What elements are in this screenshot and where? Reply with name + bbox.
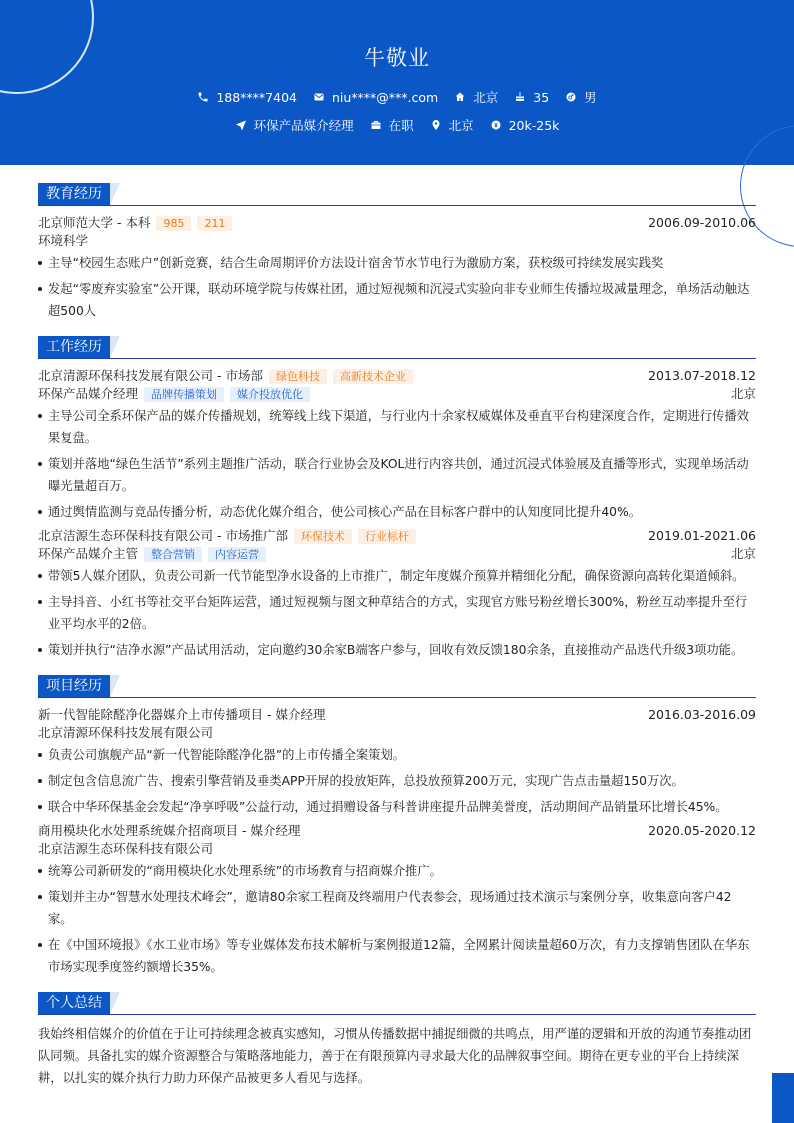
company-name: 北京清源环保科技发展有限公司 - 市场部 [38, 368, 263, 383]
location-text: 北京 [473, 90, 499, 105]
list-item: 策划并主办“智慧水处理技术峰会”，邀请80余家工程商及终端用户代表参会，现场通过技术演示与案例分享，收集意向客户42家。 [38, 886, 756, 930]
job-role: 环保产品媒介经理 [38, 386, 139, 401]
work-period: 2019.01-2021.06 [648, 528, 756, 543]
section-header [38, 183, 756, 206]
project-name: 商用模块化水处理系统媒介招商项目 - 媒介经理 [38, 823, 301, 838]
project-name: 新一代智能除醛净化器媒介上市传播项目 - 媒介经理 [38, 707, 326, 722]
work-section [38, 336, 756, 661]
role-tag: 整合营销 [144, 547, 202, 562]
list-item: 发起“零废弃实验室”公开课，联动环境学院与传媒社团，通过短视频和沉浸式实验向非专业师生传播垃圾减量理念，单场活动触达超500人 [38, 278, 756, 322]
project-company: 北京清源环保科技发展有限公司 [38, 725, 214, 740]
salary-info [490, 118, 560, 133]
company-name: 北京洁源生态环保科技有限公司 - 市场推广部 [38, 528, 288, 543]
project-company: 北京洁源生态环保科技有限公司 [38, 841, 214, 856]
education-row [38, 214, 756, 232]
company-tag: 绿色科技 [269, 369, 327, 384]
salary-text: 20k-25k [508, 117, 560, 133]
project-entry [38, 822, 756, 978]
school-name: 北京师范大学 - 本科 [38, 215, 151, 230]
project-bullets [38, 744, 756, 818]
list-item: 通过舆情监测与竞品传播分析，动态优化媒介组合，使公司核心产品在目标客户群中的认知度同比提升40%。 [38, 501, 756, 523]
project-period: 2016.03-2016.09 [648, 707, 756, 722]
work-title: 工作经历 [38, 336, 110, 358]
age-info [514, 90, 549, 105]
work-period: 2013.07-2018.12 [648, 368, 756, 383]
list-item: 联合中华环保基金会发起“净享呼吸”公益行动，通过捐赠设备与科普讲座提升品牌美誉度，活动期间产品销量环比增长45%。 [38, 796, 756, 818]
company-tag: 行业标杆 [358, 529, 416, 544]
education-period: 2006.09-2010.06 [648, 215, 756, 230]
mail-icon [313, 91, 325, 103]
list-item: 主导公司全系环保产品的媒介传播规划，统筹线上线下渠道，与行业内十余家权威媒体及垂直平台构建深度合作，定期进行传播效果复盘。 [38, 405, 756, 449]
education-bullets [38, 252, 756, 322]
project-bullets [38, 860, 756, 978]
section-header [38, 675, 756, 698]
work-city: 北京 [730, 386, 756, 401]
work-city: 北京 [730, 546, 756, 561]
list-item: 策划并执行“洁净水源”产品试用活动，定向邀约30余家B端客户参与，回收有效反馈180余条，直接推动产品迭代升级3项功能。 [38, 639, 756, 661]
briefcase-icon [370, 119, 382, 131]
project-entry [38, 706, 756, 818]
target-city-info [430, 116, 474, 134]
work-bullets [38, 405, 756, 523]
phone-info [197, 90, 297, 105]
projects-section [38, 675, 756, 978]
list-item: 在《中国环境报》《水工业市场》等专业媒体发布技术解析与案例报道12篇，全网累计阅读量超60万次，有力支撑销售团队在华东市场实现季度签约额增长35%。 [38, 934, 756, 978]
role-tag: 品牌传播策划 [144, 387, 224, 402]
contact-row [0, 88, 794, 106]
location-info [454, 88, 498, 106]
project-period: 2020.05-2020.12 [648, 823, 756, 838]
list-item: 主导抖音、小红书等社交平台矩阵运营，通过短视频与图文种草结合的方式，实现官方账号粉丝增长300%，粉丝互动率提升至行业平均水平的2倍。 [38, 591, 756, 635]
section-header [38, 336, 756, 359]
candidate-name: 牛敬业 [364, 46, 430, 70]
work-bullets [38, 565, 756, 661]
job-target-text: 环保产品媒介经理 [253, 118, 354, 133]
send-icon [235, 119, 247, 131]
education-section [38, 183, 756, 322]
status-info [370, 116, 414, 134]
company-tag: 环保技术 [294, 529, 352, 544]
email-text: niu****@***.com [331, 89, 439, 105]
education-title: 教育经历 [38, 183, 110, 205]
summary-text: 我始终相信媒介的价值在于让可持续理念被真实感知，习惯从传播数据中捕捉细微的共鸣点，用严谨的逻辑和开放的沟通节奏推动团队同频。具备扎实的媒介资源整合与策略落地能力，善于在有限预算内寻求最大化的品牌叙事空间。期待在更专业的平台上持续深耕，以扎实的媒介执行力助力环保产品被更多人看见与选择。 [38, 1027, 752, 1085]
school-tag: 985 [156, 216, 191, 231]
phone-icon [197, 91, 209, 103]
resume-body [38, 183, 756, 1103]
gender-text: 男 [584, 90, 597, 105]
summary-section [38, 992, 756, 1089]
list-item: 带领5人媒介团队，负责公司新一代节能型净水设备的上市推广，制定年度媒介预算并精细化分配，确保资源向高转化渠道倾斜。 [38, 565, 756, 587]
gender-info [565, 88, 597, 106]
work-entry [38, 527, 756, 661]
gender-icon [565, 91, 577, 103]
school-tag: 211 [197, 216, 232, 231]
job-intent-row [0, 116, 794, 134]
cake-icon [514, 91, 526, 103]
list-item: 制定包含信息流广告、搜索引擎营销及垂类APP开屏的投放矩阵，总投放预算200万元，实现广告点击量超150万次。 [38, 770, 756, 792]
list-item: 主导“校园生态账户”创新竞赛，结合生命周期评价方法设计宿舍节水节电行为激励方案，获校级可持续发展实践奖 [38, 252, 756, 274]
list-item: 负责公司旗舰产品“新一代智能除醛净化器”的上市传播全案策划。 [38, 744, 756, 766]
job-role: 环保产品媒介主管 [38, 546, 139, 561]
role-tag: 媒介投放优化 [230, 387, 310, 402]
projects-title: 项目经历 [38, 675, 110, 697]
coin-icon [490, 119, 502, 131]
corner-decoration [772, 1073, 794, 1123]
email-info [313, 90, 438, 105]
company-tag: 高新技术企业 [333, 369, 413, 384]
summary-title: 个人总结 [38, 992, 110, 1014]
home-icon [454, 91, 466, 103]
phone-text: 188****7404 [216, 89, 297, 105]
status-text: 在职 [388, 118, 414, 133]
section-header [38, 992, 756, 1015]
role-tag: 内容运营 [208, 547, 266, 562]
major: 环境科学 [38, 233, 89, 248]
age-text: 35 [533, 89, 550, 105]
resume-header [0, 0, 794, 165]
target-city-text: 北京 [448, 118, 474, 133]
list-item: 统筹公司新研发的“商用模块化水处理系统”的市场教育与招商媒介推广。 [38, 860, 756, 882]
job-target-info [235, 116, 354, 134]
work-entry [38, 367, 756, 523]
map-pin-icon [430, 119, 442, 131]
list-item: 策划并落地“绿色生活节”系列主题推广活动，联合行业协会及KOL进行内容共创，通过沉浸式体验展及直播等形式，实现单场活动曝光量超百万。 [38, 453, 756, 497]
